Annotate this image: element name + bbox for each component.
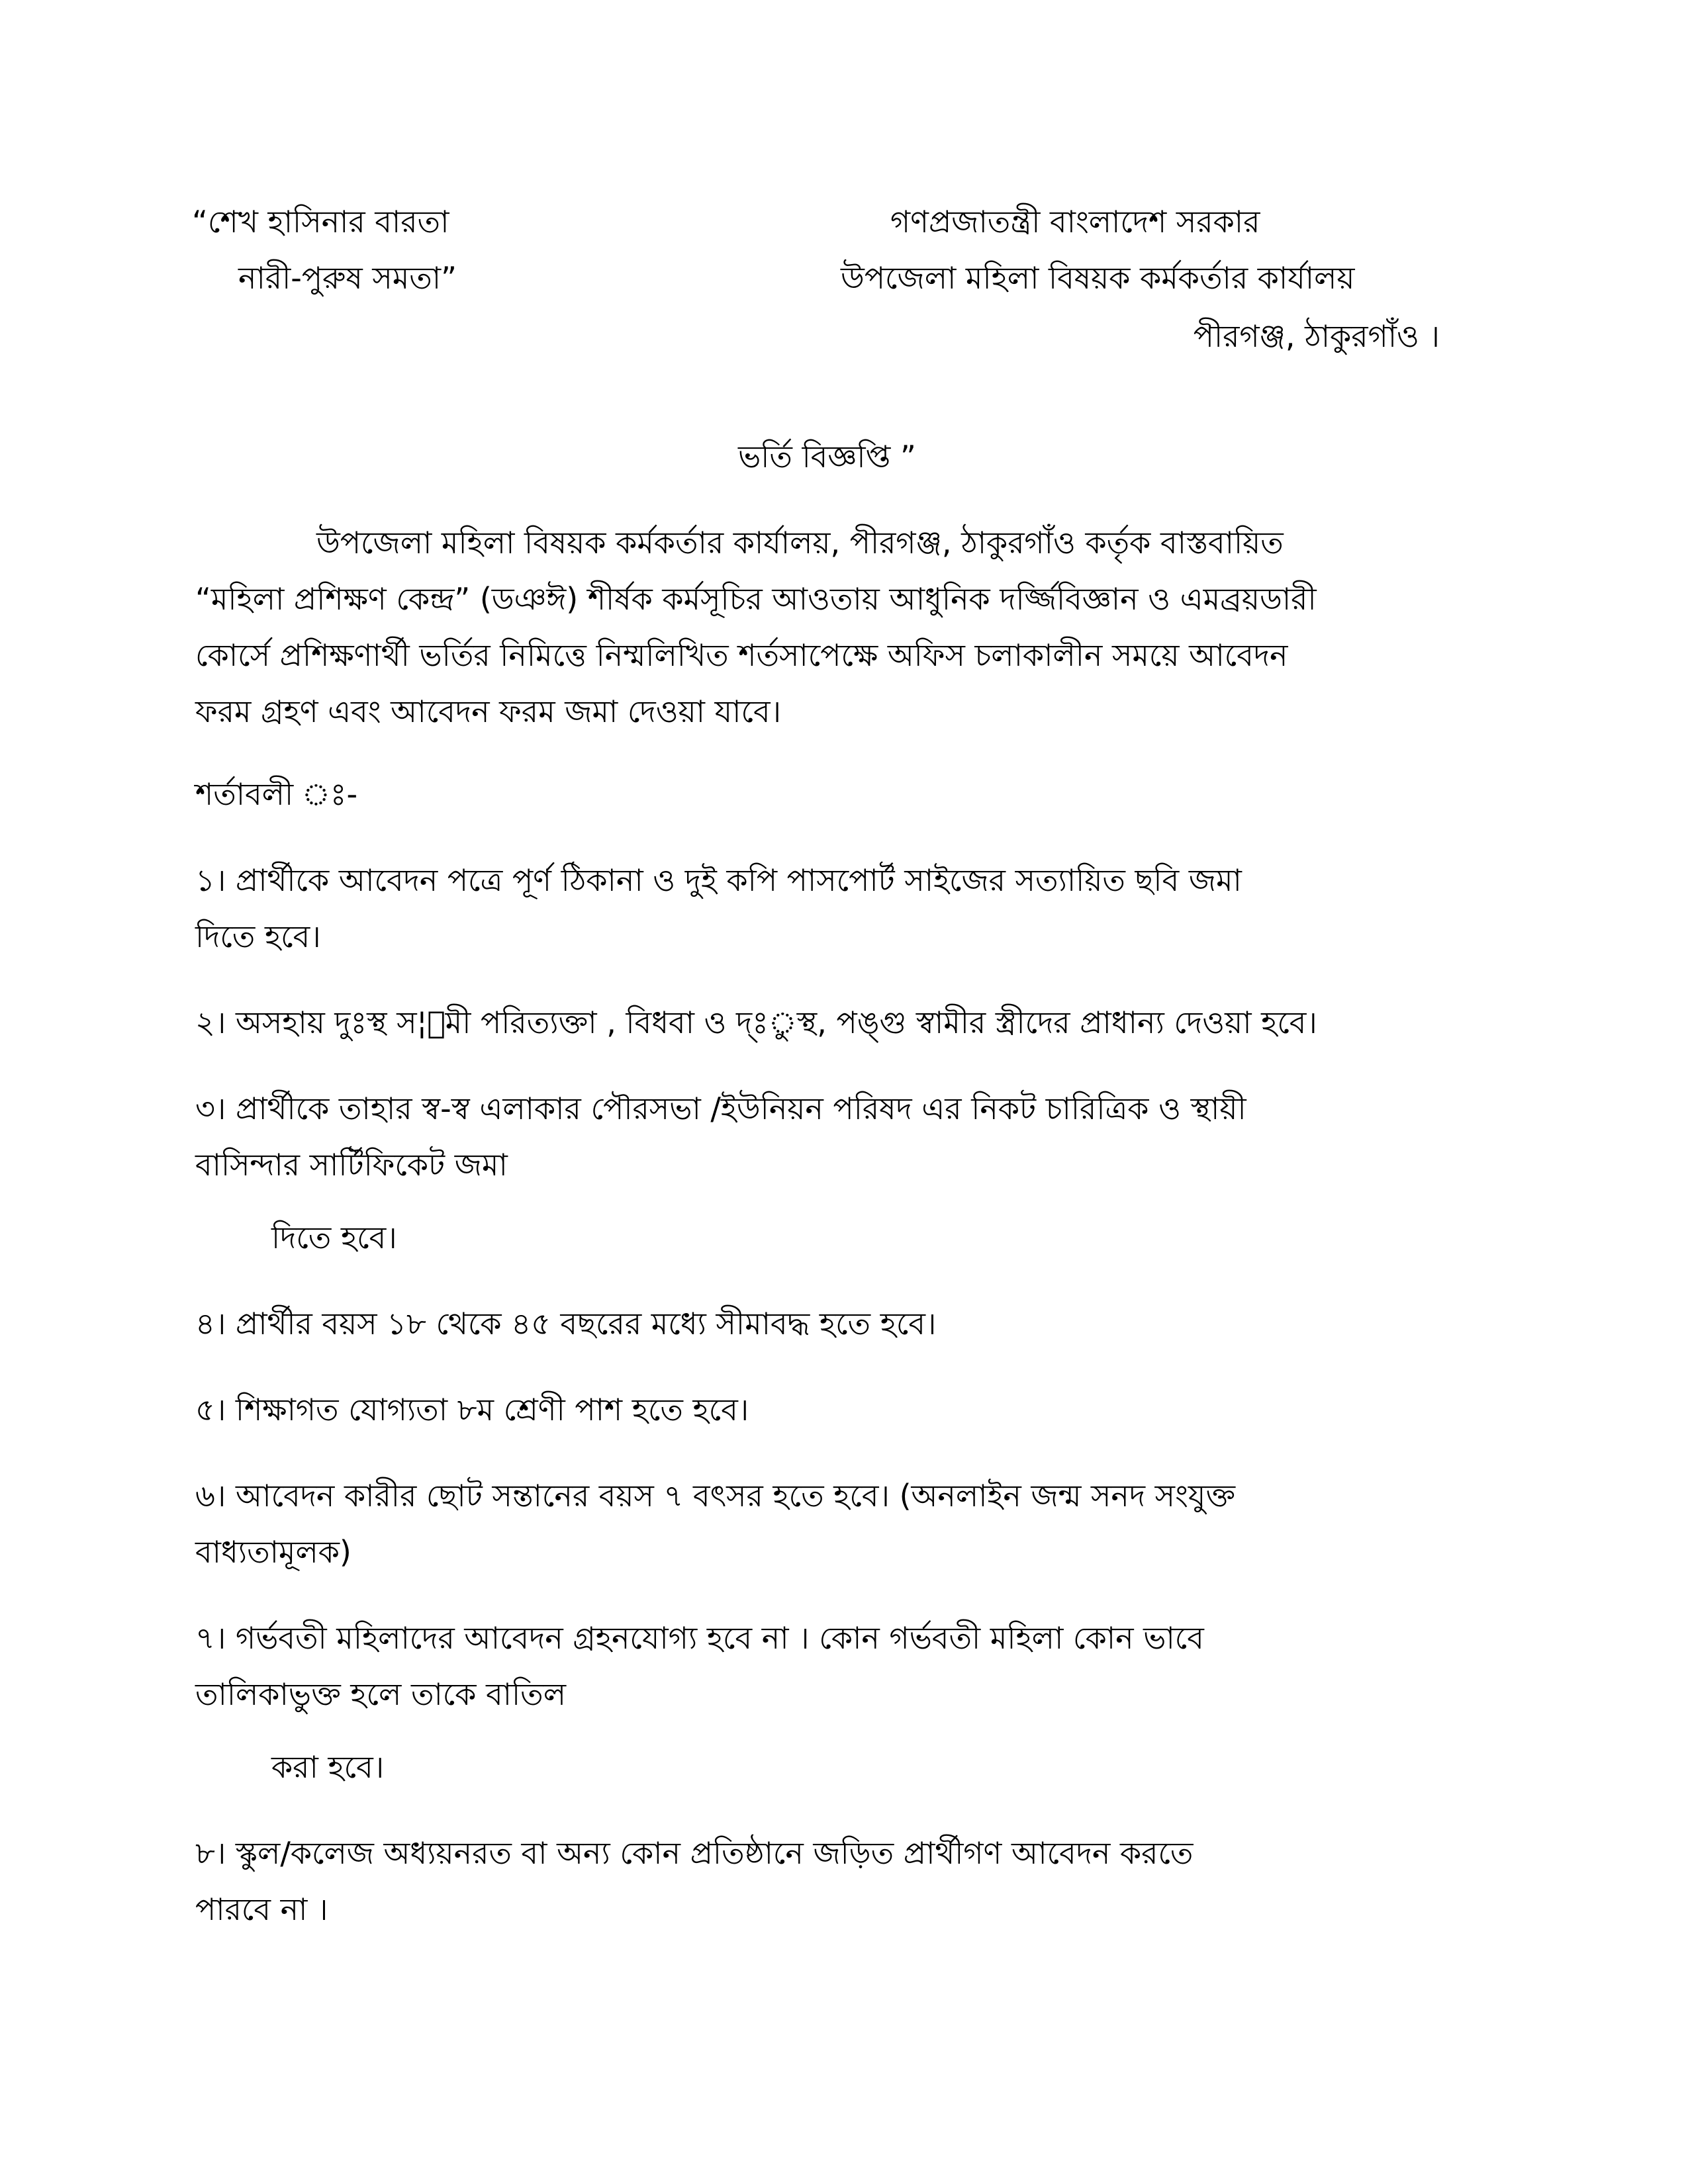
condition-2: ২। অসহায় দুঃস্থ স¦ামী পরিত্যক্তা , বিধবা ও দ্ঃুস্থ, পঙ্গু স্বামীর স্ত্রীদের প্রাধান্য দেওয়া হবে। [195, 1005, 1317, 1040]
condition-6-line-2: বাধ্যতামূলক) [195, 1534, 352, 1570]
condition-3-line-1: ৩। প্রার্থীকে তাহার স্ব-স্ব এলাকার পৌরসভা /ইউনিয়ন পরিষদ এর নিকট চারিত্রিক ও স্থায়ী [195, 1091, 1246, 1126]
condition-8-line-2: পারবে না । [195, 1891, 328, 1927]
office-location: পীরগঞ্জ, ঠাকুরগাঁও । [1193, 318, 1440, 354]
intro-line-3: কোর্সে প্রশিক্ষণার্থী ভর্তির নিমিত্তে নিম্মলিখিত শর্তসাপেক্ষে অফিস চলাকালীন সময়ে আবেদন [195, 637, 1288, 673]
intro-line-4: ফরম গ্রহণ এবং আবেদন ফরম জমা দেওয়া যাবে। [195, 694, 782, 729]
condition-3-line-2: বাসিন্দার সার্টিফিকেট জমা [195, 1147, 508, 1183]
condition-1-line-1: ১। প্রার্থীকে আবেদন পত্রে পূর্ণ ঠিকানা ও দুই কপি পাসপোর্ট সাইজের সত্যায়িত ছবি জমা [195, 862, 1242, 898]
condition-6-line-1: ৬। আবেদন কারীর ছোট সন্তানের বয়স ৭ বৎসর হতে হবে। (অনলাইন জন্ম সনদ সংযুক্ত [195, 1478, 1236, 1514]
conditions-heading: শর্তাবলী ঃ- [195, 776, 358, 812]
slogan-line-2: নারী-পুরুষ সমতা” [238, 260, 457, 296]
condition-7-line-3: করা হবে। [271, 1749, 385, 1785]
condition-3-line-3: দিতে হবে। [271, 1220, 397, 1255]
intro-line-2: “মহিলা প্রশিক্ষণ কেন্দ্র” (ডঞঈ) শীর্ষক কর্মসূচির আওতায় আধুনিক দর্জ্জিবিজ্ঞান ও এমব্রয়ডারী [195, 581, 1317, 617]
condition-8-line-1: ৮। স্কুল/কলেজ অধ্যয়নরত বা অন্য কোন প্রতিষ্ঠানে জড়িত প্রার্থীগণ আবেদন করতে [195, 1835, 1194, 1871]
government-name: গণপ্রজাতন্ত্রী বাংলাদেশ সরকার [890, 204, 1260, 240]
slogan-line-1: “শেখ হাসিনার বারতা [192, 204, 449, 240]
intro-line-1: উপজেলা মহিলা বিষয়ক কর্মকর্তার কার্যালয়, পীরগঞ্জ, ঠাকুরগাঁও কর্তৃক বাস্তবায়িত [316, 525, 1284, 561]
condition-7-line-1: ৭। গর্ভবতী মহিলাদের আবেদন গ্রহনযোগ্য হবে না । কোন গর্ভবতী মহিলা কোন ভাবে [195, 1620, 1204, 1656]
page-title: ভর্তি বিজ্ঞপ্তি ” [738, 439, 916, 475]
condition-4: ৪। প্রার্থীর বয়স ১৮ থেকে ৪৫ বছরের মধ্যে সীমাবদ্ধ হতে হবে। [195, 1306, 937, 1342]
office-name: উপজেলা মহিলা বিষয়ক কর্মকর্তার কার্যালয় [841, 260, 1355, 296]
condition-5: ৫। শিক্ষাগত যোগ্যতা ৮ম শ্রেণী পাশ হতে হবে। [195, 1392, 749, 1428]
condition-7-line-2: তালিকাভুক্ত হলে তাকে বাতিল [195, 1676, 566, 1712]
condition-1-line-2: দিতে হবে। [195, 919, 321, 954]
